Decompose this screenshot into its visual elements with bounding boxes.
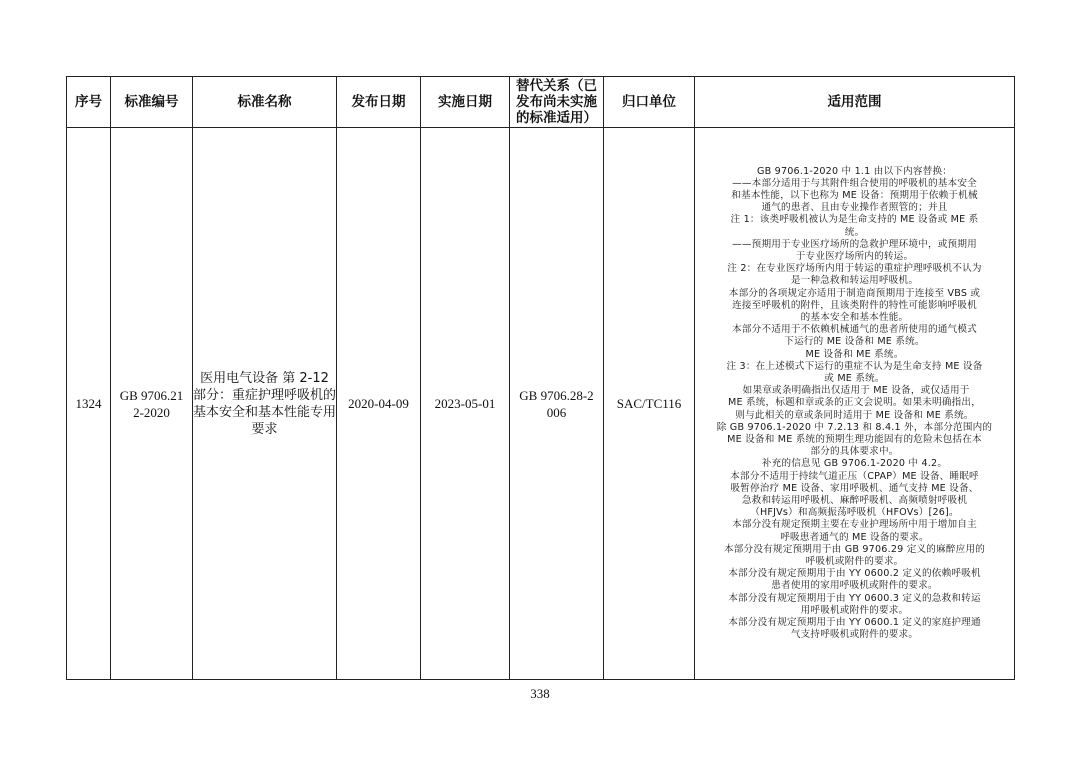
scope-line: 补充的信息见 GB 9706.1-2020 中 4.2。 xyxy=(761,458,948,470)
cell-name: 医用电气设备 第 2-12 部分：重症护理呼吸机的基本安全和基本性能专用要求 xyxy=(193,128,337,680)
standards-table xyxy=(66,76,1015,680)
page-number: 338 xyxy=(530,686,550,701)
scope-line: 用呼吸机或附件的要求。 xyxy=(800,604,909,616)
table-row xyxy=(67,128,1015,680)
cell-unit: SAC/TC116 xyxy=(604,128,695,680)
scope-line: 本部分没有规定预期用于由 GB 9706.29 定义的麻醉应用的 xyxy=(723,543,986,555)
scope-line: ——本部分适用于与其附件组合使用的呼吸机的基本安全 xyxy=(732,177,977,189)
scope-line: 本部分没有规定预期主要在专业护理场所中用于增加自主 xyxy=(732,519,977,531)
header-code: 标准编号 xyxy=(111,77,193,128)
scope-line: 呼吸患者通气的 ME 设备的要求。 xyxy=(780,531,929,543)
scope-line: 注 3：在上述模式下运行的重症不认为是生命支持 ME 设备 xyxy=(726,360,983,372)
scope-line: ME 系统，标题和章或条的正文会说明。如果未明确指出， xyxy=(727,397,982,409)
scope-line: 的基本安全和基本性能。 xyxy=(800,311,909,323)
header-replacement: 替代关系（已发布尚未实施的标准适用） xyxy=(510,77,604,128)
table-header-row xyxy=(67,77,1015,128)
header-name: 标准名称 xyxy=(193,77,337,128)
scope-line: 呼吸机或附件的要求。 xyxy=(805,556,904,568)
scope-line: 本部分不适用于不依赖机械通气的患者所使用的通气模式 xyxy=(732,324,977,336)
scope-line: 是一种急救和转运用呼吸机。 xyxy=(790,275,919,287)
header-publish-date: 发布日期 xyxy=(337,77,421,128)
scope-line: 本部分不适用于持续气道正压（CPAP）ME 设备、睡眠呼 xyxy=(730,470,979,482)
scope-line: ME 设备和 ME 系统的预期生理功能固有的危险未包括在本 xyxy=(727,434,982,445)
cell-effective-date: 2023-05-01 xyxy=(421,128,510,680)
scope-line: ME 设备和 ME 系统。 xyxy=(805,348,904,360)
scope-line: 本部分没有规定预期用于由 YY 0600.2 定义的依赖呼吸机 xyxy=(728,568,981,580)
scope-line: 本部分没有规定预期用于由 YY 0600.1 定义的家庭护理通 xyxy=(728,617,981,629)
cell-code: GB 9706.212-2020 xyxy=(111,128,193,680)
scope-line: 则与此相关的章或条同时适用于 ME 设备和 ME 系统。 xyxy=(735,409,974,421)
scope-text xyxy=(695,166,1014,642)
scope-line: 下运行的 ME 设备和 ME 系统。 xyxy=(784,336,925,348)
scope-line: 除 GB 9706.1-2020 中 7.2.13 和 8.4.1 外，本部分范围内的 xyxy=(716,421,993,433)
scope-line: ——预期用于专业医疗场所的急救护理环境中，或预期用 xyxy=(732,238,977,250)
scope-line: 通气的患者、且由专业操作者照管的；并且 xyxy=(761,202,948,214)
scope-line: 本部分的各项规定亦适用于制造商预期用于连接至 VBS 或 xyxy=(728,287,981,299)
scope-line: 本部分没有规定预期用于由 YY 0600.3 定义的急救和转运 xyxy=(728,592,981,604)
scope-line: 如果章或条明确指出仅适用于 ME 设备，或仅适用于 xyxy=(739,385,970,397)
cell-replacement: GB 9706.28-2006 xyxy=(510,128,604,680)
header-unit: 归口单位 xyxy=(604,77,695,128)
header-seq: 序号 xyxy=(67,77,111,128)
scope-line: 和基本性能，以下也称为 ME 设备：预期用于依赖于机械 xyxy=(731,189,978,201)
scope-line: 统。 xyxy=(844,226,865,238)
scope-line: 注 2：在专业医疗场所内用于转运的重症护理呼吸机不认为 xyxy=(727,263,982,275)
scope-line: 部分的具体要求中。 xyxy=(810,446,899,458)
scope-line: （HFJVs）和高频振荡呼吸机（HFOVs）[26]。 xyxy=(750,507,959,519)
scope-line: 患者使用的家用呼吸机或附件的要求。 xyxy=(771,580,938,592)
scope-line: 吸暂停治疗 ME 设备、家用呼吸机、通气支持 ME 设备、 xyxy=(730,482,979,494)
header-effective-date: 实施日期 xyxy=(421,77,510,128)
scope-line: 注 1：该类呼吸机被认为是生命支持的 ME 设备或 ME 系 xyxy=(730,214,979,226)
scope-line: 连接至呼吸机的附件，且该类附件的特性可能影响呼吸机 xyxy=(732,299,977,311)
scope-line: 急救和转运用呼吸机、麻醉呼吸机、高频喷射呼吸机 xyxy=(741,495,968,507)
scope-line: 或 ME 系统。 xyxy=(824,372,885,384)
cell-publish-date: 2020-04-09 xyxy=(337,128,421,680)
scope-line: 气支持呼吸机或附件的要求。 xyxy=(790,629,919,641)
header-scope: 适用范围 xyxy=(695,77,1015,128)
cell-scope xyxy=(695,128,1015,680)
scope-line: GB 9706.1-2020 中 1.1 由以下内容替换： xyxy=(756,165,953,177)
cell-seq: 1324 xyxy=(67,128,111,680)
scope-line: 于专业医疗场所内的转运。 xyxy=(795,250,914,262)
